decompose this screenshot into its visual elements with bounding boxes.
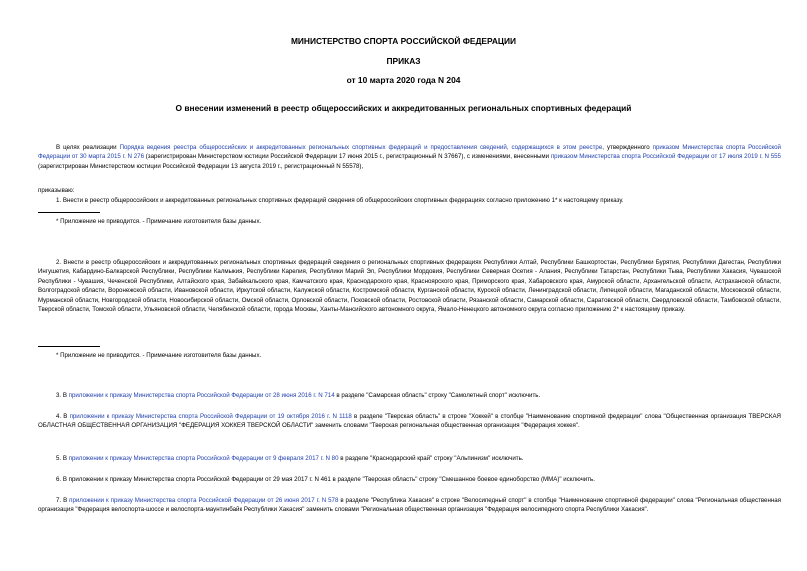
item-5-text-1: 5. В	[56, 455, 69, 462]
item-4-text-1: 4. В	[56, 413, 70, 420]
item-6: 6. В приложении к приказу Министерства спорта Российской Федерации от 29 мая 2017 г. N 461 в разделе "Тверская область" строку "Смешанное боевое единоборство (ММА)" исключить.	[56, 476, 595, 483]
item-7-text-1: 7. В	[56, 497, 70, 504]
link-order-1118[interactable]: приложении к приказу Министерства спорта Российской Федерации от 19 октября 2016 г. N 1118	[69, 413, 352, 420]
item-4-text-2: в разделе "Тверская область" в строке "Хоккей" в столбце "Наименование спортивной федерации" слова "Общественная организация ТВЕРСКАЯ ОБЛАСТНАЯ ОБЩЕСТВЕННАЯ ОРГАНИЗАЦИЯ "ФЕДЕРАЦИЯ ХОККЕЯ ТВЕРСКОЙ ОБЛАСТИ" заменить словами "Тверская региональная общественная организация "Федерация хоккея".	[38, 413, 781, 430]
item-4	[38, 412, 781, 431]
item-7-text-2: в разделе "Республика Хакасия" в строке "Велосипедный спорт" в столбце "Наименование спортивной федерации" слова "Региональная общественная организация "Федерация велоспорта-шоссе и велоспорта-маунтинбайк Республики Хакасия" заменить словами "Региональная общественная организация "Федерация велосипедного спорта Республики Хакасия".	[38, 497, 781, 514]
item-7	[38, 496, 781, 515]
link-order-578[interactable]: приложении к приказу Министерства спорта Российской Федерации от 26 июня 2017 г. N 578	[69, 497, 339, 504]
document-title: О внесении изменений в реестр общероссийских и аккредитованных региональных спортивных федераций	[175, 103, 632, 113]
link-order-276[interactable]: приказом Министерства спорта Российской Федерации от 30 марта 2015 г. N 276	[38, 144, 781, 161]
preamble-text-1: В целях реализации	[56, 144, 120, 151]
preamble-paragraph	[38, 143, 781, 171]
document-type: ПРИКАЗ	[386, 56, 421, 66]
item-5	[38, 454, 781, 463]
link-order-714[interactable]: приложении к приказу Министерства спорта Российской Федерации от 28 июня 2016 г. N 714	[68, 392, 335, 399]
preamble-text-2: , утвержденного	[602, 144, 653, 151]
footnote-divider	[38, 212, 100, 213]
preamble-text-3: (зарегистрирован Министерством юстиции Российской Федерации 17 июня 2015 г., регистрационный N 37667), с изменениями, внесенными	[144, 153, 551, 161]
item-3-text-2: в разделе "Самарская область" строку "Самолетный спорт" исключить.	[334, 392, 541, 399]
item-1: 1. Внести в реестр общероссийских и аккредитованных региональных спортивных федераций сведения об общероссийских спортивных федерациях согласно приложению 1* к настоящему приказу.	[56, 197, 624, 204]
item-2: 2. Внести в реестр общероссийских и аккредитованных региональных спортивных федераций сведения о региональных спортивных федерациях Республики Алтай, Республики Башкортостан, Республики Бурятия, Республики Дагестан, Республики Ингушетия, Кабардино-Балкарской Республики, Республики Калмыкия, Республики Карелия, Республики Марий Эл, Республики Мордовия, Республики Северная Осетия - Алания, Республики Татарстан, Республики Тыва, Республики Хакасия, Чувашской Республики - Чувашия, Чеченской Республики, Алтайского края, Забайкальского края, Камчатского края, Краснодарского края, Красноярского края, Приморского края, Хабаровского края, Амурской области, Архангельской области, Астраханской области, Волгоградской области, Воронежской области, Ивановской области, Иркутской области, Калужской области, Костромской области, Курганской области, Курской области, Ленинградской области, Липецкой области, Магаданской области, Московской области, Мурманской области, Новгородской области, Новосибирской области, Омской области, Орловской области, Псковской области, Ростовской области, Рязанской области, Самарской области, Саратовской области, Свердловской области, Тамбовской области, Тверской области, Томской области, Ульяновской области, Челябинской области, города Москвы, Ханты-Мансийского автономного округа, Ямало-Ненецкого автономного округа согласно приложению 2* к настоящему приказу.	[38, 259, 781, 314]
item-3-text-1: 3. В	[56, 392, 69, 399]
document-date-number: от 10 марта 2020 года N 204	[346, 75, 461, 85]
footnote-2: * Приложение не приводится. - Примечание изготовителя базы данных.	[56, 352, 262, 359]
link-registry-procedure[interactable]: Порядка ведения реестра общероссийских и аккредитованных региональных спортивных федераций и предоставления сведений, содержащихся в этом реестре	[119, 144, 603, 151]
link-order-80[interactable]: приложении к приказу Министерства спорта Российской Федерации от 9 февраля 2017 г. N 80	[68, 455, 339, 462]
ministry-heading: МИНИСТЕРСТВО СПОРТА РОССИЙСКОЙ ФЕДЕРАЦИИ	[290, 36, 517, 46]
item-3	[38, 391, 781, 400]
link-order-555[interactable]: приказом Министерства спорта Российской Федерации от 17 июля 2019 г. N 555	[550, 153, 781, 161]
footnote-divider	[38, 346, 100, 347]
footnote-1: * Приложение не приводится. - Примечание изготовителя базы данных.	[56, 218, 262, 225]
item-5-text-2: в разделе "Краснодарский край" строку "Альпинизм" исключить.	[338, 455, 524, 462]
preamble-text-4: (зарегистрирован Министерством юстиции Российской Федерации 13 августа 2019 г., регистрационный N 55578),	[38, 162, 364, 170]
order-word: приказываю:	[38, 187, 75, 194]
